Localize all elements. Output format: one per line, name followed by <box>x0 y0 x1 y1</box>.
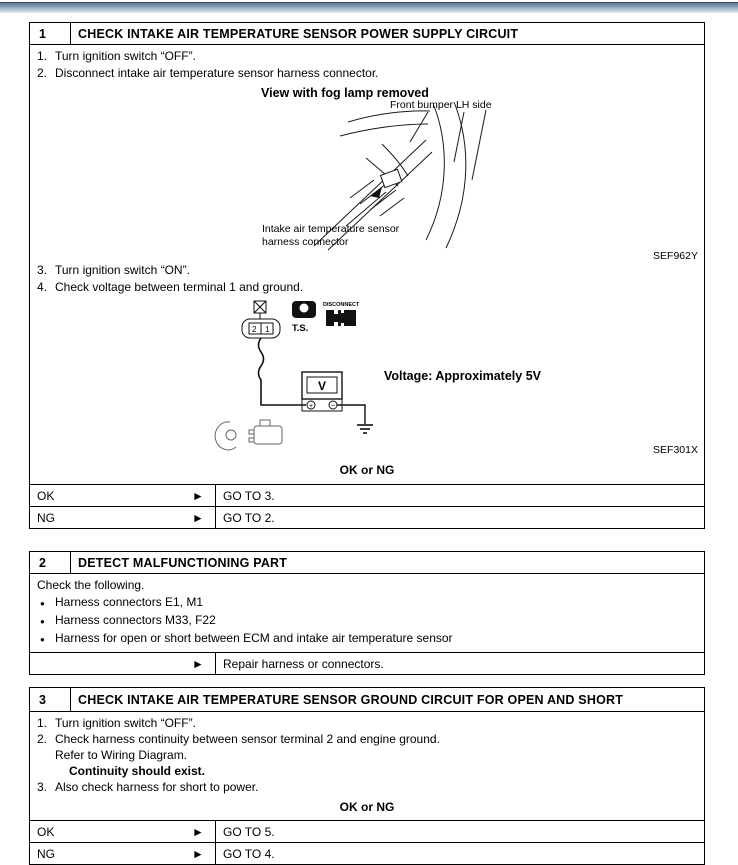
arrow-icon: ► <box>192 488 204 503</box>
condition-cell: OK <box>37 488 55 503</box>
bullet-text: Harness connectors E1, M1 <box>55 595 204 609</box>
voltmeter-icon <box>302 372 342 411</box>
figure-view-with-fog-lamp <box>30 82 704 262</box>
step-text: Turn ignition switch “OFF”. <box>55 716 196 730</box>
ts-tool-icon <box>292 301 316 334</box>
step-number: 3. <box>37 263 48 277</box>
action-cell: GO TO 2. <box>215 507 704 528</box>
step-number: 1. <box>37 716 48 730</box>
procedure-3-header <box>30 688 704 712</box>
instruction-line <box>30 65 704 82</box>
action-cell: Repair harness or connectors. <box>215 653 704 674</box>
sub-instruction-line: Refer to Wiring Diagram. <box>55 748 188 762</box>
continuity-spec-line: Continuity should exist. <box>69 764 206 778</box>
procedure-1-number: 1 <box>30 23 71 44</box>
bumper-outer-curve <box>446 102 466 248</box>
step-number: 2. <box>37 732 48 746</box>
procedure-2-number: 2 <box>30 552 71 573</box>
figure-voltage-check <box>30 296 704 458</box>
condition-cell: NG <box>37 846 55 861</box>
result-row-ok <box>30 820 704 842</box>
arrow-icon: ► <box>192 656 204 671</box>
bullet-line <box>30 594 704 612</box>
result-row-ng <box>30 506 704 528</box>
arrow-icon: ► <box>192 824 204 839</box>
result-row-ok <box>30 484 704 506</box>
intro-line <box>30 577 704 594</box>
disconnect-x-icon <box>254 301 266 319</box>
bullet-icon: ● <box>40 635 45 644</box>
procedure-1-title: CHECK INTAKE AIR TEMPERATURE SENSOR POWER SUPPLY CIRCUIT <box>78 27 519 41</box>
minus-terminal: − <box>330 403 336 410</box>
instruction-line <box>30 48 704 65</box>
figure-ref-code: SEF301X <box>653 444 698 456</box>
disconnect-connector-icon <box>323 302 360 326</box>
disconnect-label: DISCONNECT <box>323 302 360 308</box>
procedure-3-title: CHECK INTAKE AIR TEMPERATURE SENSOR GROUND CIRCUIT FOR OPEN AND SHORT <box>78 693 624 707</box>
label-sensor-connector-1: Intake air temperature sensor <box>262 223 400 235</box>
instruction-line <box>30 279 704 296</box>
procedure-1-body <box>30 45 704 484</box>
voltage-spec-text: Voltage: Approximately 5V <box>384 369 541 383</box>
result-row-action <box>30 652 704 674</box>
ts-label: T.S. <box>292 323 309 334</box>
terminal-1-label: 1 <box>265 325 270 334</box>
procedure-1-header <box>30 23 704 45</box>
test-lead-wire <box>259 338 307 405</box>
sensor-connector-icon <box>242 319 280 338</box>
instruction-line <box>30 262 704 279</box>
step-text: Check harness continuity between sensor terminal 2 and engine ground. <box>55 732 440 746</box>
instruction-line <box>30 779 704 795</box>
bullet-text: Harness for open or short between ECM and intake air temperature sensor <box>55 631 453 645</box>
instruction-line <box>30 715 704 731</box>
procedure-2-body <box>30 574 704 652</box>
ok-or-ng-label: OK or NG <box>339 463 395 477</box>
action-cell: GO TO 5. <box>215 821 704 842</box>
figure-title: View with fog lamp removed <box>261 86 429 100</box>
procedure-3-number: 3 <box>30 688 71 711</box>
instruction-line <box>30 731 704 747</box>
ground-wire <box>337 405 365 424</box>
clip-pictograms <box>215 420 282 450</box>
step-text: Check voltage between terminal 1 and ground. <box>55 280 304 294</box>
arrow-icon: ► <box>192 510 204 525</box>
voltmeter-label: V <box>317 379 327 393</box>
procedure-table-1 <box>29 22 705 529</box>
step-number: 2. <box>37 66 48 80</box>
procedure-table-2 <box>29 551 705 675</box>
bullet-line <box>30 630 704 648</box>
step-text: Also check harness for short to power. <box>55 780 259 794</box>
result-row-ng <box>30 842 704 864</box>
condition-cell: OK <box>37 824 55 839</box>
action-cell: GO TO 4. <box>215 843 704 864</box>
label-sensor-connector-2: harness connector <box>262 236 349 248</box>
bullet-icon: ● <box>40 617 45 626</box>
procedure-2-header <box>30 552 704 574</box>
arrow-icon: ► <box>192 846 204 861</box>
step-text: Turn ignition switch “ON”. <box>55 263 190 277</box>
step-text: Turn ignition switch “OFF”. <box>55 49 196 63</box>
plus-terminal: + <box>308 403 314 410</box>
bullet-text: Harness connectors M33, F22 <box>55 613 216 627</box>
procedure-table-3 <box>29 687 705 865</box>
condition-cell: NG <box>37 510 55 525</box>
terminal-2-label: 2 <box>252 325 257 334</box>
page-top-divider-bar <box>0 2 738 13</box>
step-number: 4. <box>37 280 48 294</box>
ok-or-ng-label: OK or NG <box>339 800 395 814</box>
ground-icon <box>357 425 373 433</box>
procedure-3-body <box>30 712 704 820</box>
condition-cell-empty <box>30 653 181 674</box>
action-cell: GO TO 3. <box>215 485 704 506</box>
bullet-icon: ● <box>40 599 45 608</box>
intro-text: Check the following. <box>37 578 145 592</box>
step-text: Disconnect intake air temperature sensor harness connector. <box>55 66 379 80</box>
bullet-line <box>30 612 704 630</box>
figure-ref-code: SEF962Y <box>653 250 698 262</box>
step-number: 3. <box>37 780 48 794</box>
sensor-connector-drawing <box>370 169 402 198</box>
step-number: 1. <box>37 49 48 63</box>
label-front-bumper: Front bumper LH side <box>390 99 492 111</box>
procedure-2-title: DETECT MALFUNCTIONING PART <box>78 556 288 570</box>
